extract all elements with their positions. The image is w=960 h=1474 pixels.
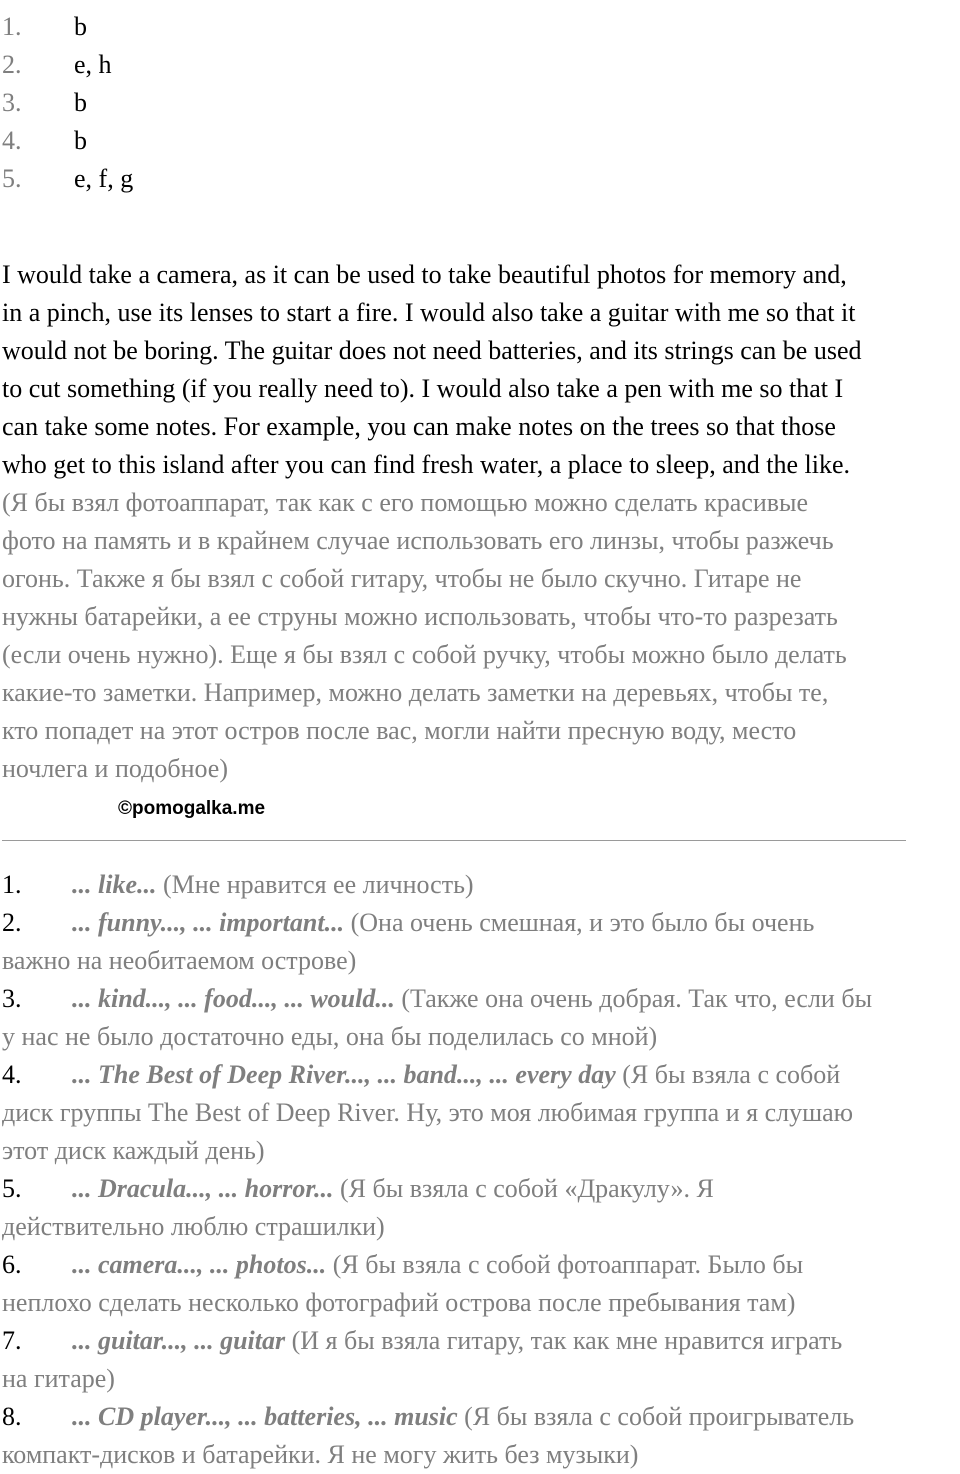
list-item xyxy=(2,1398,958,1474)
item-translation-continued: действительно люблю страшилки) xyxy=(2,1212,385,1241)
item-number: 6. xyxy=(2,1250,22,1279)
list-item xyxy=(2,84,133,122)
item-keywords: ... CD player..., ... batteries, ... music xyxy=(72,1402,458,1431)
text-line: in a pinch, use its lenses to start a fire. I would also take a guitar with me so that it xyxy=(2,298,856,327)
item-translation-continued: этот диск каждый день) xyxy=(2,1136,265,1165)
list-item xyxy=(2,46,133,84)
item-number: 3. xyxy=(2,88,22,117)
text-line: to cut something (if you really need to). I would also take a pen with me so that I xyxy=(2,374,844,403)
item-translation: (Я бы взяла с собой фотоаппарат. Было бы xyxy=(326,1250,804,1279)
item-answer: b xyxy=(74,126,87,155)
item-number: 8. xyxy=(2,1402,22,1431)
list-item xyxy=(2,122,133,160)
text-line: какие-то заметки. Например, можно делать заметки на деревьях, чтобы те, xyxy=(2,678,829,707)
item-translation-continued: диск группы The Best of Deep River. Ну, это моя любимая группа и я слушаю xyxy=(2,1098,854,1127)
text-line: ночлега и подобное) xyxy=(2,754,229,783)
text-line: (Я бы взял фотоаппарат, так как с его помощью можно сделать красивые xyxy=(2,488,809,517)
item-translation-continued: неплохо сделать несколько фотографий острова после пребывания там) xyxy=(2,1288,796,1317)
item-number: 2. xyxy=(2,50,22,79)
item-number: 3. xyxy=(2,984,22,1013)
item-answer: e, f, g xyxy=(74,164,134,193)
item-keywords: ... kind..., ... food..., ... would... xyxy=(72,984,395,1013)
item-keywords: ... guitar..., ... guitar xyxy=(72,1326,286,1355)
text-line: I would take a camera, as it can be used to take beautiful photos for memory and, xyxy=(2,260,847,289)
item-translation: (И я бы взяла гитару, так как мне нравится играть xyxy=(285,1326,843,1355)
item-number: 4. xyxy=(2,126,22,155)
text-line: кто попадет на этот остров после вас, могли найти пресную воду, место xyxy=(2,716,797,745)
list-item-line xyxy=(2,1056,958,1094)
item-translation: (Также она очень добрая. Так что, если бы xyxy=(394,984,873,1013)
text-line: (если очень нужно). Еще я бы взял с собой ручку, чтобы можно было делать xyxy=(2,640,847,669)
list-item xyxy=(2,866,958,904)
item-translation: (Она очень смешная, и это было бы очень xyxy=(344,908,815,937)
text-line: нужны батарейки, а ее струны можно использовать, чтобы что-то разрезать xyxy=(2,602,838,631)
item-translation-continued: на гитаре) xyxy=(2,1364,115,1393)
item-number: 5. xyxy=(2,1174,22,1203)
item-keywords: ... like... xyxy=(72,870,157,899)
item-translation: (Я бы взяла с собой проигрыватель xyxy=(457,1402,855,1431)
answer-list-bottom xyxy=(2,866,958,1474)
item-keywords: ... Dracula..., ... horror... xyxy=(72,1174,334,1203)
item-answer: b xyxy=(74,88,87,117)
item-translation: (Я бы взяла с собой xyxy=(615,1060,841,1089)
list-item-line xyxy=(2,1246,958,1284)
item-translation: (Я бы взяла с собой «Дракулу». Я xyxy=(333,1174,714,1203)
site-watermark: ©pomogalka.me xyxy=(118,798,266,819)
text-line: огонь. Также я бы взял с собой гитару, чтобы не было скучно. Гитаре не xyxy=(2,564,802,593)
list-item-line xyxy=(2,1398,958,1436)
item-number: 2. xyxy=(2,908,22,937)
text-line: фото на память и в крайнем случае использовать его линзы, чтобы разжечь xyxy=(2,526,834,555)
item-translation: (Мне нравится ее личность) xyxy=(156,870,474,899)
list-item-line xyxy=(2,904,958,942)
list-item xyxy=(2,1170,958,1246)
list-item-line xyxy=(2,1170,958,1208)
list-item xyxy=(2,980,958,1056)
text-line: who get to this island after you can find fresh water, a place to sleep, and the like. xyxy=(2,450,851,479)
text-line: would not be boring. The guitar does not need batteries, and its strings can be used xyxy=(2,336,862,365)
list-item xyxy=(2,160,133,198)
section-divider xyxy=(2,840,906,841)
text-line: can take some notes. For example, you can make notes on the trees so that those xyxy=(2,412,836,441)
item-keywords: ... funny..., ... important... xyxy=(72,908,345,937)
item-answer: e, h xyxy=(74,50,112,79)
answer-list-top xyxy=(2,8,133,198)
item-number: 5. xyxy=(2,164,22,193)
list-item xyxy=(2,1322,958,1398)
item-number: 1. xyxy=(2,12,22,41)
item-keywords: ... camera..., ... photos... xyxy=(72,1250,327,1279)
item-translation-continued: компакт-дисков и батарейки. Я не могу жить без музыки) xyxy=(2,1440,639,1469)
item-keywords: ... The Best of Deep River..., ... band..., ... every day xyxy=(72,1060,616,1089)
item-answer: b xyxy=(74,12,87,41)
list-item xyxy=(2,1246,958,1322)
item-translation-continued: важно на необитаемом острове) xyxy=(2,946,357,975)
russian-translation-paragraph xyxy=(2,484,958,788)
list-item xyxy=(2,1056,958,1170)
list-item-line xyxy=(2,980,958,1018)
list-item xyxy=(2,904,958,980)
list-item xyxy=(2,8,133,46)
item-number: 1. xyxy=(2,870,22,899)
item-number: 7. xyxy=(2,1326,22,1355)
english-paragraph xyxy=(2,256,958,484)
item-number: 4. xyxy=(2,1060,22,1089)
list-item-line xyxy=(2,1322,958,1360)
item-translation-continued: у нас не было достаточно еды, она бы поделилась со мной) xyxy=(2,1022,658,1051)
list-item-line xyxy=(2,866,958,904)
